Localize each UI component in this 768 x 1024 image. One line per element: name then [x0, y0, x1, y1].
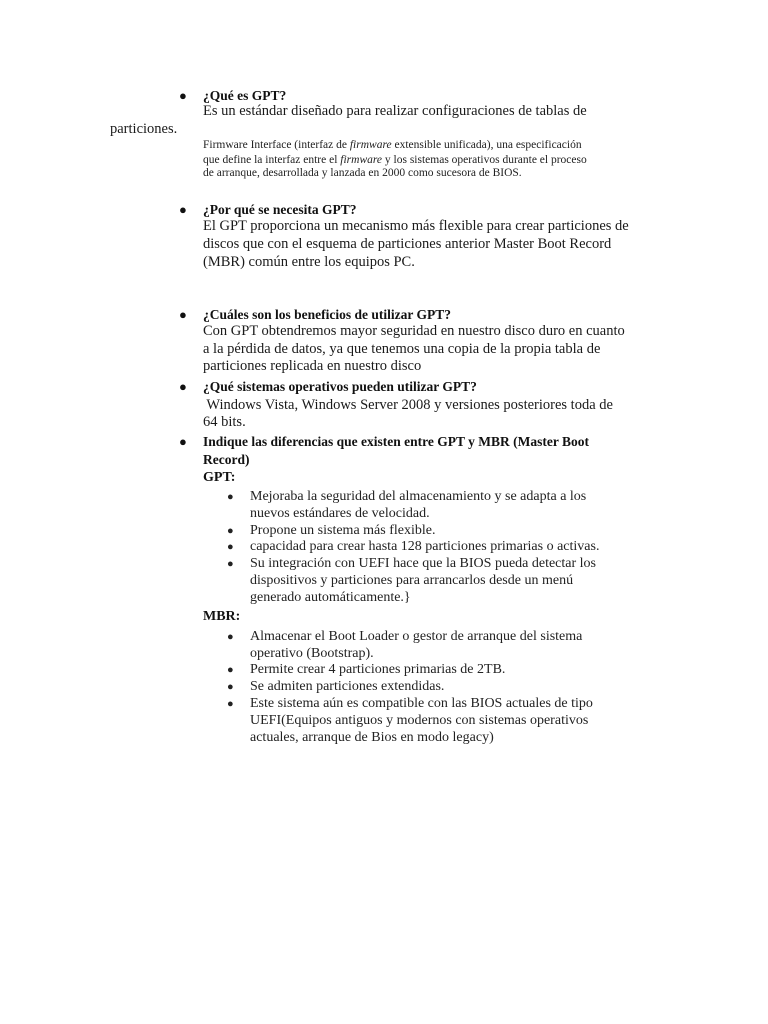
question-title: ¿Qué es GPT? [203, 88, 287, 103]
mbr-label: MBR: [203, 609, 241, 624]
answer-text: Con GPT obtendremos mayor seguridad en nuestro disco duro en cuanto [203, 323, 625, 339]
answer-text: Windows Vista, Windows Server 2008 y versiones posteriores toda de [203, 397, 613, 413]
bullet-icon: ● [227, 525, 234, 537]
bullet-icon: ● [179, 379, 187, 394]
bullet-icon: ● [179, 434, 187, 449]
bullet-icon: ● [227, 631, 234, 643]
bullet-icon: ● [179, 307, 187, 322]
bullet-icon: ● [227, 698, 234, 710]
note-line: Firmware Interface (interfaz de firmware extensible unificada), una especificación [203, 139, 582, 151]
bullet-icon: ● [227, 541, 234, 553]
bullet-icon: ● [179, 202, 187, 217]
note-line: de arranque, desarrollada y lanzada en 2000 como sucesora de BIOS. [203, 167, 522, 179]
gpt-label: GPT: [203, 470, 236, 485]
question-title: ¿Cuáles son los beneficios de utilizar GPT? [203, 307, 452, 322]
note-line: que define la interfaz entre el firmware y los sistemas operativos durante el proceso [203, 154, 587, 166]
answer-text: particiones replicada en nuestro disco [203, 358, 422, 374]
bullet-icon: ● [227, 491, 234, 503]
answer-text: Es un estándar diseñado para realizar configuraciones de tablas de [203, 103, 587, 119]
question-title: ¿Qué sistemas operativos pueden utilizar GPT? [203, 379, 477, 394]
answer-text: a la pérdida de datos, ya que tenemos una copia de la propia tabla de [203, 341, 601, 357]
answer-text: discos que con el esquema de particiones anterior Master Boot Record [203, 236, 612, 252]
question-title: ¿Por qué se necesita GPT? [203, 202, 357, 217]
answer-text: El GPT proporciona un mecanismo más flexible para crear particiones de [203, 218, 629, 234]
answer-text: particiones. [110, 121, 178, 137]
answer-text: (MBR) común entre los equipos PC. [203, 254, 415, 270]
answer-text: 64 bits. [203, 414, 246, 430]
bullet-icon: ● [227, 664, 234, 676]
bullet-icon: ● [179, 88, 187, 103]
bullet-icon: ● [227, 558, 234, 570]
document-page: ● ¿Qué es GPT? Es un estándar diseñado para realizar configuraciones de tablas de particiones. Firmware Interface (interfaz de firmware extensible unificada), una especificación que define la interfaz entre el firmware y los sistemas operativos durante el proceso de arranque, desarrollada y lanzada en 2000 como sucesora de BIOS. ● ¿Por qué se necesita GPT? El GPT proporciona un mecanismo más flexible para crear particiones de discos que con el esquema de particiones anterior Master Boot Record (MBR) común entre los equipos PC. ● ¿Cuáles son los beneficios de utilizar GPT? Con GPT obtendremos mayor seguridad en nuestro disco duro en cuanto a la pérdida de datos, ya que tenemos una copia de la propia tabla de particiones replicada en nuestro disco ● ¿Qué sistemas operativos pueden utilizar GPT? Windows Vista, Windows Server 2008 y versiones posteriores toda de 64 bits. ● Indique las diferencias que existen entre GPT y MBR (Master Boot Record) GPT: ● Mejoraba la seguridad del almacenamiento y se adapta a los nuevos estándares de velocidad. ● Propone un sistema más flexible. ● capacidad para crear hasta 128 particiones primarias o activas. ● Su integración con UEFI hace que la BIOS pueda detectar los dispositivos y particiones para arrancarlos desde un menú generado automáticamente.} MBR: ● Almacenar el Boot Loader o gestor de arranque del sistema operativo (Bootstrap). ● Permite crear 4 particiones primarias de 2TB. ● Se admiten particiones extendidas. ● Este sistema aún es compatible con las BIOS actuales de tipo UEFI(Equipos antiguos y modernos con sistemas operativos actuales, arranque de Bios en modo legacy) [110, 88, 629, 745]
question-title: Indique las diferencias que existen entre GPT y MBR (Master Boot [203, 434, 589, 449]
bullet-icon: ● [227, 681, 234, 693]
